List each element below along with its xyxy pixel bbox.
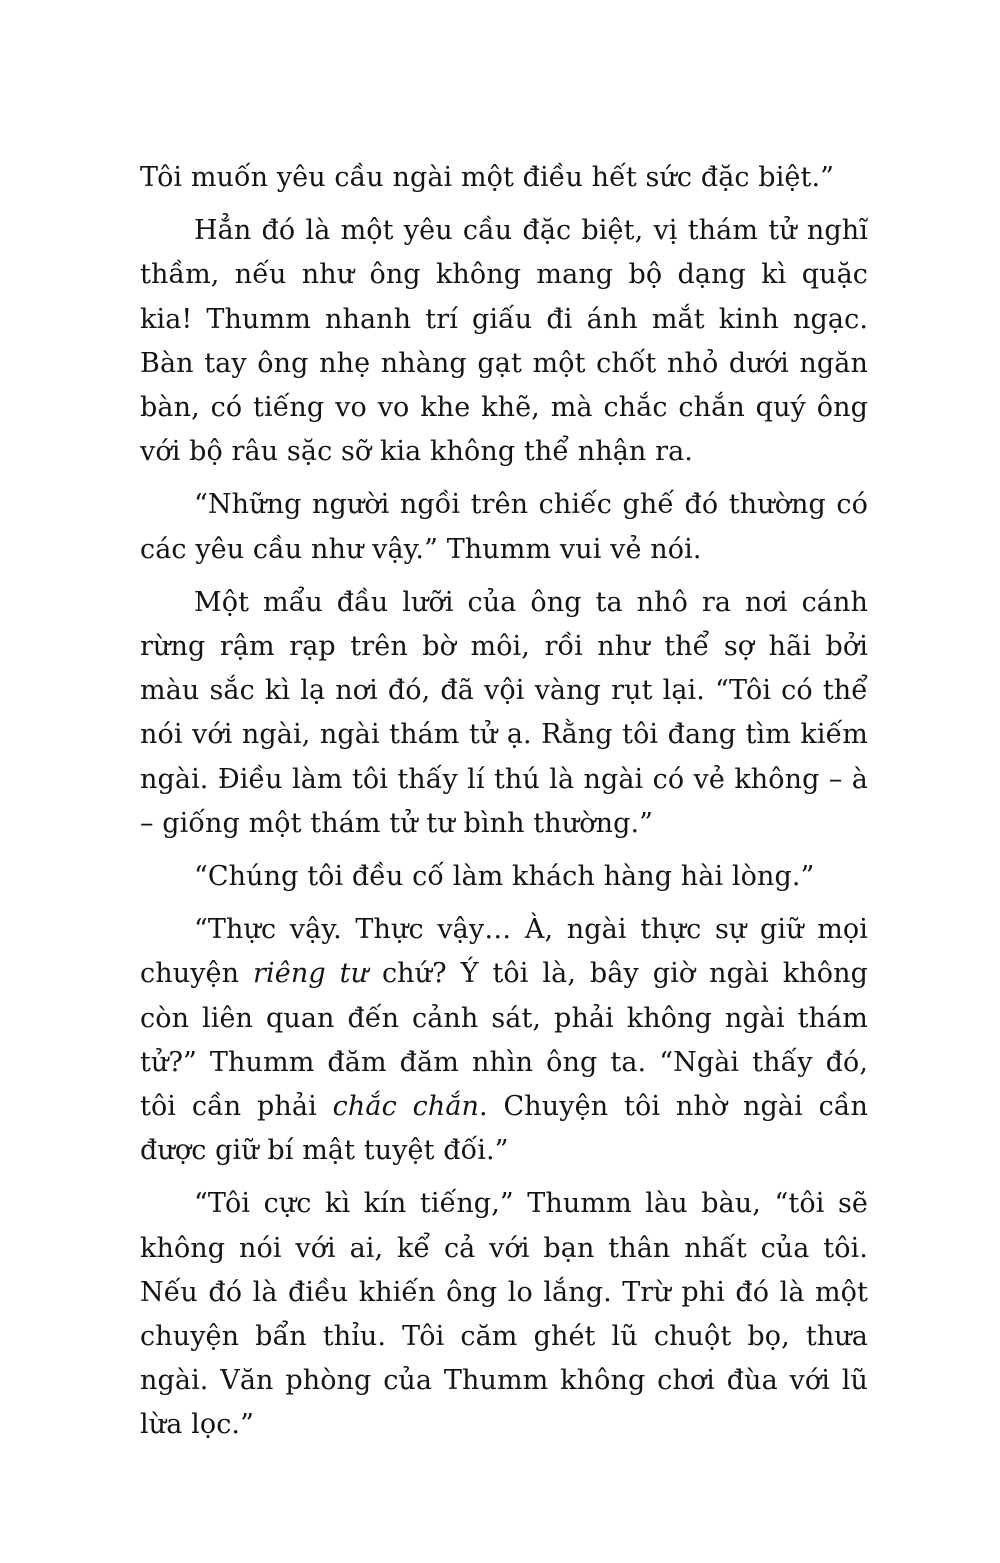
paragraph-7-text: “Tôi cực kì kín tiếng,” Thumm làu bàu, “tôi sẽ không nói với ai, kể cả với bạn thân nhất của tôi. Nếu đó là điều khiến ông lo lắng. Trừ phi đó là một chuyện bẩn thỉu. Tôi căm ghét lũ chuột bọ, thưa ngài. Văn phòng của Thumm không chơi đùa với lũ lừa lọc.” (140, 1188, 868, 1441)
paragraph-7 (140, 1182, 868, 1447)
paragraph-3-text: “Những người ngồi trên chiếc ghế đó thường có các yêu cầu như vậy.” Thumm vui vẻ nói. (140, 489, 868, 565)
paragraph-2 (140, 209, 868, 474)
paragraph-6-emphasis-certain: chắc chắn (332, 1091, 480, 1123)
paragraph-6-emphasis-private: riêng tư (253, 958, 369, 990)
paragraph-6-text-middle: chứ? Ý tôi là, bây giờ ngài không còn liên quan đến cảnh sát, phải không ngài thám tử?” Thumm đăm đăm nhìn ông ta. “Ngài thấy đó, tôi cần phải (140, 958, 868, 1123)
paragraph-2-text: Hẳn đó là một yêu cầu đặc biệt, vị thám tử nghĩ thầm, nếu như ông không mang bộ dạng kì quặc kia! Thumm nhanh trí giấu đi ánh mắt kinh ngạc. Bàn tay ông nhẹ nhàng gạt một chốt nhỏ dưới ngăn bàn, có tiếng vo vo khe khẽ, mà chắc chắn quý ông với bộ râu sặc sỡ kia không thể nhận ra. (140, 215, 868, 468)
paragraph-6-text-start: “Thực vậy. Thực vậy… À, ngài thực sự giữ mọi chuyện (140, 914, 868, 990)
paragraph-3 (140, 483, 868, 571)
paragraph-6-text-end: . Chuyện tôi nhờ ngài cần được giữ bí mật tuyệt đối.” (140, 1091, 869, 1167)
paragraph-1-text: Tôi muốn yêu cầu ngài một điều hết sức đặc biệt.” (140, 162, 835, 193)
paragraph-5 (140, 855, 868, 899)
paragraph-1 (140, 156, 868, 200)
paragraph-5-text: “Chúng tôi đều cố làm khách hàng hài lòng.” (194, 861, 815, 893)
paragraph-4 (140, 581, 868, 846)
paragraph-4-text: Một mẩu đầu lưỡi của ông ta nhô ra nơi cánh rừng rậm rạp trên bờ môi, rồi như thể sợ hãi bởi màu sắc kì lạ nơi đó, đã vội vàng rụt lại. “Tôi có thể nói với ngài, ngài thám tử ạ. Rằng tôi đang tìm kiếm ngài. Điều làm tôi thấy lí thú là ngài có vẻ không – à – giống một thám tử tư bình thường.” (140, 586, 868, 839)
book-page (140, 156, 868, 1457)
paragraph-6 (140, 908, 868, 1173)
